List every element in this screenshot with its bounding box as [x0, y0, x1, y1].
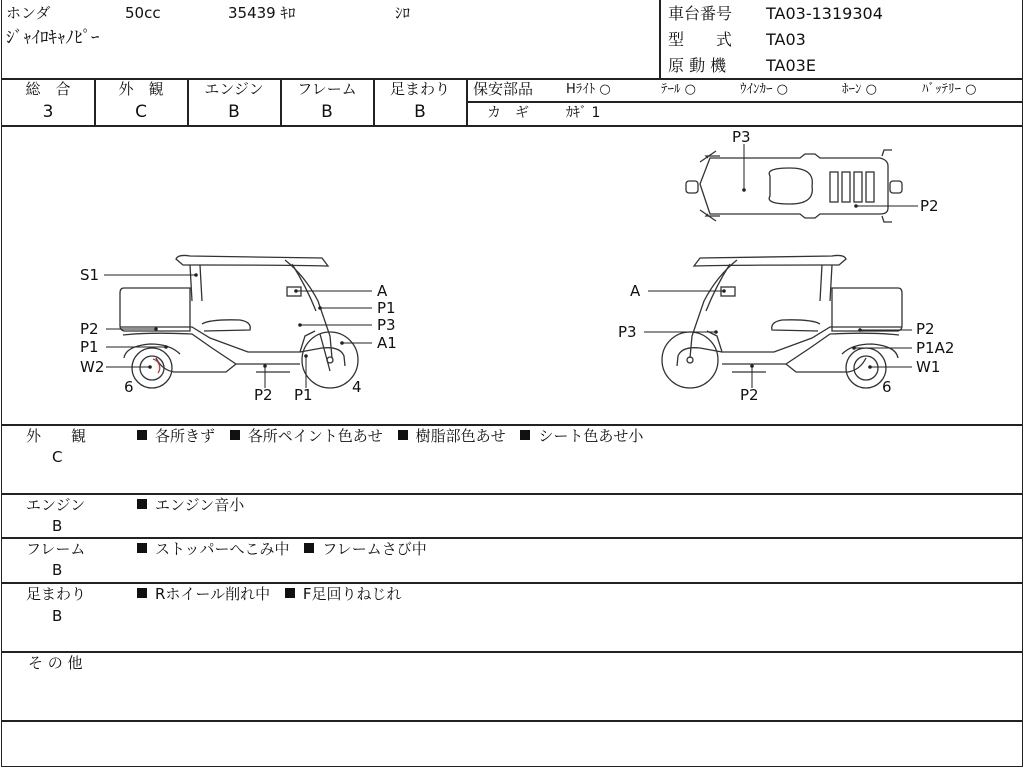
key-value: ｶｷﾞ 1 — [566, 105, 601, 121]
damage-label-a1: A1 — [377, 334, 397, 352]
notes-line — [1, 493, 1022, 495]
damage-label-w2: W2 — [80, 358, 105, 376]
damage-label-p1a2: P1A2 — [916, 339, 955, 357]
safety-winker: ｳｲﾝｶｰ ○ — [740, 82, 788, 97]
note-label-suspension: 足まわり — [26, 585, 87, 603]
check-circle-icon: ○ — [865, 82, 877, 97]
note-label-engine: エンジン — [26, 496, 86, 514]
grade-mid-line — [467, 101, 1022, 103]
check-circle-icon: ○ — [684, 82, 696, 97]
notes-line — [1, 537, 1022, 539]
notes-line — [1, 651, 1022, 653]
damage-label-p1: P1 — [80, 338, 99, 356]
grade-header-frame: フレーム — [297, 80, 357, 98]
grade-col-line — [466, 78, 468, 125]
displacement: 50cc — [125, 4, 161, 22]
damage-label-a: A — [630, 282, 641, 300]
check-circle-icon: ○ — [599, 82, 611, 97]
bullet-square-icon — [230, 430, 240, 440]
note-item: 各所きず — [155, 427, 216, 445]
damage-label-p2: P2 — [254, 386, 273, 404]
safety-label: 保安部品 — [473, 80, 534, 98]
note-label-exterior: 外 観 — [26, 427, 87, 445]
damage-label-p2: P2 — [740, 386, 759, 404]
safety-horn: ﾎｰﾝ ○ — [842, 82, 877, 97]
grade-header-total: 総 合 — [25, 80, 71, 98]
damage-label-6: 6 — [124, 378, 134, 396]
make: ホンダ — [6, 4, 51, 22]
grade-header-suspension: 足まわり — [389, 80, 450, 98]
bullet-square-icon — [137, 499, 147, 509]
note-item: シート色あせ小 — [538, 427, 644, 445]
grade-header-exterior: 外 観 — [118, 80, 164, 98]
damage-label-p3: P3 — [377, 316, 396, 334]
frame-no: TA03-1319304 — [766, 4, 883, 23]
note-item: 各所ペイント色あせ — [247, 427, 383, 445]
note-items-suspension — [137, 587, 412, 602]
check-circle-icon: ○ — [776, 82, 788, 97]
bullet-square-icon — [520, 430, 530, 440]
note-item: フレームさび中 — [322, 540, 427, 558]
bullet-square-icon — [285, 588, 295, 598]
grade-header-engine: エンジン — [204, 80, 264, 98]
frame-no-label: 車台番号 — [668, 4, 733, 23]
grade-value-frame: B — [321, 102, 333, 122]
header-divider — [659, 0, 661, 78]
damage-label-p2: P2 — [916, 320, 935, 338]
note-grade-engine: B — [52, 517, 63, 535]
bullet-square-icon — [137, 588, 147, 598]
note-label-frame: フレーム — [26, 540, 86, 558]
bullet-square-icon — [398, 430, 408, 440]
note-item: 樹脂部色あせ — [415, 427, 506, 445]
note-item: Rホイール削れ中 — [155, 585, 271, 603]
note-items-frame — [137, 542, 437, 557]
damage-label-p3: P3 — [732, 128, 751, 146]
engine-value: TA03E — [766, 56, 816, 75]
note-items-engine — [137, 498, 254, 513]
color: ｼﾛ — [395, 4, 411, 22]
mileage: 35439 ｷﾛ — [228, 4, 296, 22]
damage-label-w1: W1 — [916, 358, 941, 376]
damage-label-p2: P2 — [80, 320, 99, 338]
bullet-square-icon — [137, 543, 147, 553]
safety-tail: ﾃｰﾙ ○ — [661, 82, 696, 97]
top-view-drawing — [686, 150, 902, 222]
damage-label-p1: P1 — [294, 386, 313, 404]
damage-label-p1: P1 — [377, 299, 396, 317]
note-items-exterior — [137, 429, 653, 444]
model-name: ｼﾞｬｲﾛｷｬﾉﾋﾟｰ — [6, 28, 100, 48]
scooter-diagram — [0, 126, 1022, 424]
damage-label-s1: S1 — [80, 266, 100, 284]
right-scooter-drawing — [662, 255, 902, 388]
damage-label-6: 6 — [882, 378, 892, 396]
notes-line — [1, 582, 1022, 584]
bullet-square-icon — [304, 543, 314, 553]
grade-value-exterior: C — [135, 102, 147, 122]
note-item: F足回りねじれ — [302, 585, 402, 603]
engine-label: 原 動 機 — [668, 56, 727, 75]
safety-headlight: Hﾗｲﾄ ○ — [566, 82, 611, 97]
note-item: エンジン音小 — [155, 496, 245, 514]
bullet-square-icon — [137, 430, 147, 440]
type-value: TA03 — [766, 30, 806, 49]
grade-value-total: 3 — [42, 102, 54, 122]
notes-line — [1, 720, 1022, 722]
note-label-other: そ の 他 — [28, 654, 83, 672]
note-item: ストッパーへこみ中 — [155, 540, 290, 558]
note-grade-exterior: C — [52, 448, 63, 466]
damage-label-a: A — [377, 282, 388, 300]
key-label: カ ギ — [487, 105, 529, 121]
safety-battery: ﾊﾞｯﾃﾘｰ ○ — [922, 82, 977, 97]
grade-value-engine: B — [228, 102, 240, 122]
damage-label-4: 4 — [352, 378, 362, 396]
grade-value-suspension: B — [414, 102, 426, 122]
type-label: 型 式 — [668, 30, 733, 49]
damage-label-p2: P2 — [920, 197, 939, 215]
note-grade-frame: B — [52, 561, 63, 579]
note-grade-suspension: B — [52, 607, 63, 625]
damage-label-p3: P3 — [618, 323, 637, 341]
diagram-bottom-line — [1, 424, 1022, 426]
check-circle-icon: ○ — [965, 82, 977, 97]
